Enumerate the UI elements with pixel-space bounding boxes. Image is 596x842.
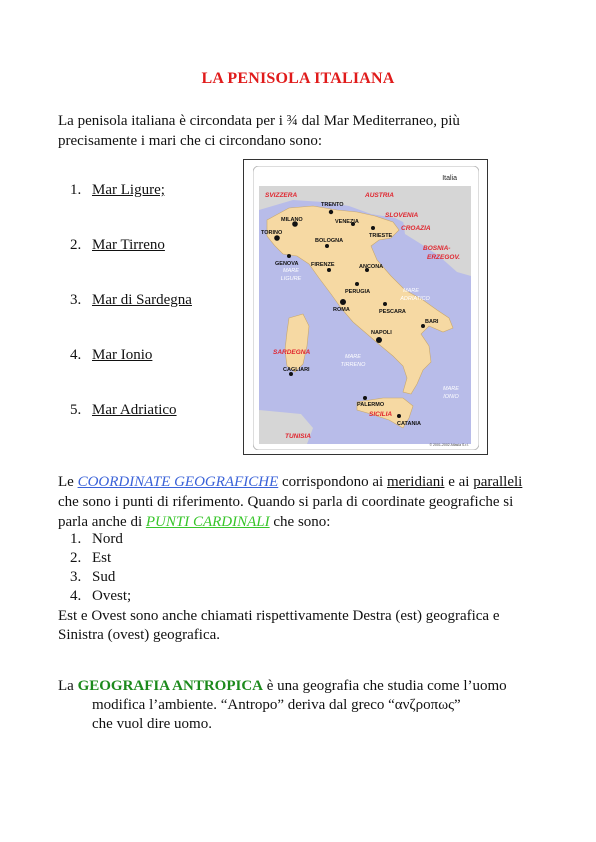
intro-paragraph: La penisola italiana è circondata per i ¾ dal Mar Mediterraneo, più precisamente i mari che ci circondano sono: [58,113,460,149]
seas-list [70,182,192,457]
map-label-country: BOSNIA- [423,245,451,252]
cardinal-label: Sud [92,569,116,585]
map-label-country: AUSTRIA [365,192,394,199]
map-label-country: SVIZZERA [265,192,298,199]
map-city: ROMA [333,307,350,313]
cardinal-label: Nord [92,531,123,547]
map-city: ANCONA [359,264,384,270]
map-label-sea: MARE [345,354,361,360]
list-number: 2. [70,237,82,253]
list-item [70,568,131,587]
list-item [70,292,192,347]
meridiani-link[interactable]: meridiani [386,474,445,490]
cardinal-label: Est [92,550,112,566]
list-number: 2. [70,550,82,566]
paralleli-link[interactable]: paralleli [473,474,523,490]
list-number: 3. [70,292,82,308]
map-label-sea: MARE [283,268,299,274]
map-label-sea: MARE [443,386,459,392]
map-city: VENEZIA [335,219,359,225]
text-span: che sono: [269,514,331,530]
map-city: CATANIA [397,421,421,427]
page-title: LA PENISOLA ITALIANA [201,70,395,87]
coordinates-paragraph [58,472,543,532]
text-span: corrispondono ai [278,474,387,490]
map-city: GENOVA [275,261,299,267]
map-copyright: © 2001-2002 Atlasia S.r.l. [429,443,469,447]
text-span: è una geografia che studia come l’uomo [263,678,507,694]
coordinate-geografiche-link[interactable]: COORDINATE GEOGRAFICHE [77,474,279,490]
map-city: FIRENZE [311,262,335,268]
map-label-sea: ADRIATICO [400,296,430,302]
sea-link-adriatico[interactable]: Mar Adriatico [92,402,177,418]
sea-link-ligure[interactable]: Mar Ligure; [92,182,165,198]
map-label-country: TUNISIA [285,433,311,440]
map-city: BOLOGNA [315,238,344,244]
map-city: TORINO [261,230,283,236]
map-city: TRENTO [321,202,344,208]
text-span: La [58,678,78,694]
italy-map [253,166,479,450]
map-label-country: ERZEGOV. [427,254,460,261]
list-item [70,347,192,402]
map-label-sea: TIRRENO [340,362,366,368]
map-label-country: SLOVENIA [385,212,419,219]
map-city: CAGLIARI [283,367,310,373]
map-city: BARI [425,319,439,325]
text-span: Le [58,474,78,490]
sea-link-sardegna[interactable]: Mar di Sardegna [92,292,192,308]
map-label-country: CROAZIA [401,225,431,232]
list-item [70,182,192,237]
map-label-region: SICILIA [369,411,393,418]
map-label-sea: LIGURE [280,276,302,282]
text-span: che sono i punti di riferimento. Quando si parla di coordinate geografiche si parla anche di [58,494,514,530]
sea-link-ionio[interactable]: Mar Ionio [92,347,153,363]
map-title: Italia [442,175,457,182]
italy-map-frame [243,159,488,455]
map-label-region: SARDEGNA [273,349,311,356]
map-label-sea: IONIO [443,394,459,400]
list-item [70,237,192,292]
list-number: 3. [70,569,82,585]
geografia-antropica-keyword: GEOGRAFIA ANTROPICA [77,678,264,694]
list-item [70,587,131,606]
cardinals-list [70,530,131,606]
text-line: modifica l’ambiente. “Antropo” deriva dal greco “ανζροπως” [92,697,461,713]
text-line: che vuol dire uomo. [92,716,212,732]
map-city: MILANO [281,217,303,223]
list-number: 1. [70,531,82,547]
list-number: 4. [70,347,82,363]
map-label-sea: MARE [403,288,419,294]
list-item [70,402,192,457]
map-city: TRIESTE [369,233,393,239]
sea-link-tirreno[interactable]: Mar Tirreno [92,237,165,253]
list-number: 5. [70,402,82,418]
punti-cardinali-link[interactable]: PUNTI CARDINALI [145,514,270,530]
list-number: 4. [70,588,82,604]
cardinal-label: Ovest; [92,588,132,604]
est-ovest-paragraph: Est e Ovest sono anche chiamati rispettivamente Destra (est) geografica e Sinistra (ovest) geografica. [58,608,500,643]
list-number: 1. [70,182,82,198]
map-city: PALERMO [357,402,385,408]
antropica-paragraph [58,677,548,734]
map-city: PESCARA [379,309,406,315]
list-item [70,549,131,568]
map-city: PERUGIA [345,289,371,295]
list-item [70,530,131,549]
text-span: e ai [444,474,474,490]
map-city: NAPOLI [371,330,392,336]
